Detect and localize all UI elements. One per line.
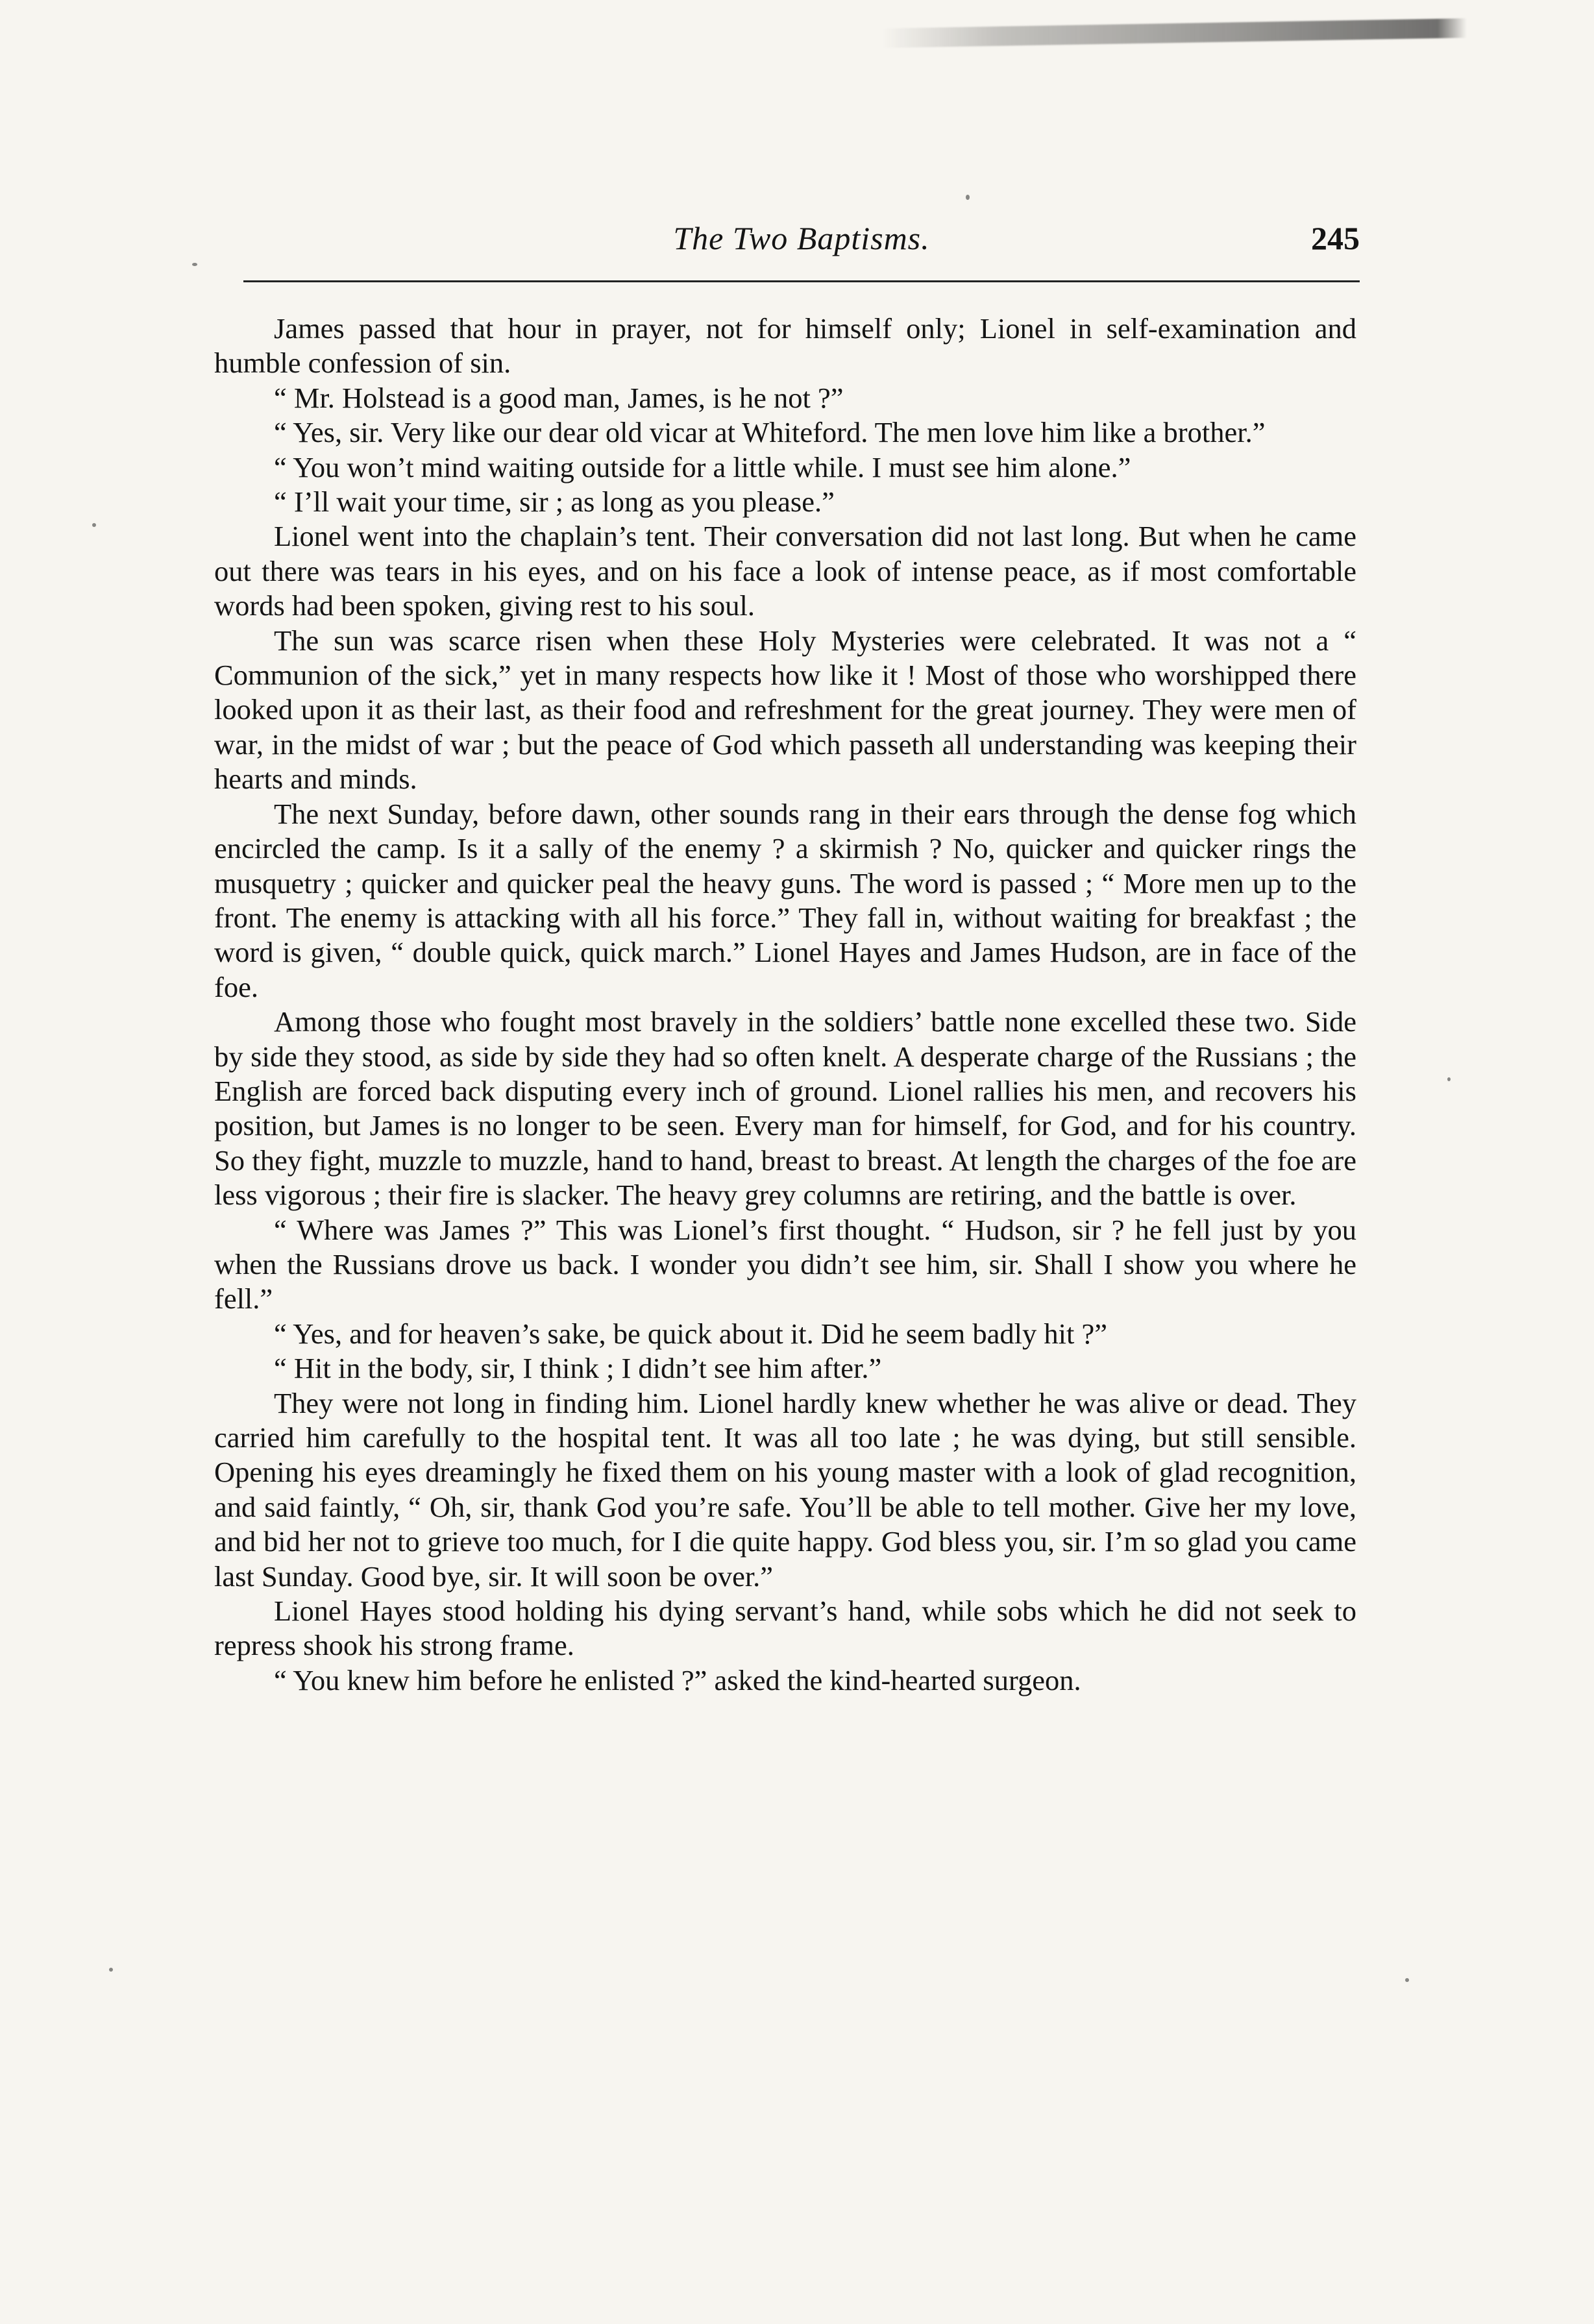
body-text [214,312,1356,1698]
scan-artifact [883,18,1467,48]
scan-speck [1447,1077,1451,1081]
scan-speck [92,523,96,527]
paragraph: “ Where was James ?” This was Lionel’s first thought. “ Hudson, sir ? he fell just by you when the Russians drove us back. I wonder you didn’t see him, sir. Shall I show you where he fell.” [214,1213,1356,1315]
scan-speck [1405,1978,1409,1982]
paragraph: “ Hit in the body, sir, I think ; I didn’t see him after.” [274,1352,882,1385]
scan-speck [966,195,970,200]
paragraph: “ Yes, and for heaven’s sake, be quick about it. Did he seem badly hit ?” [274,1317,1107,1350]
paragraph: James passed that hour in prayer, not for himself only; Lionel in self-examination and humble confession of sin. [214,312,1356,380]
paragraph: Among those who fought most bravely in the soldiers’ battle none excelled these two. Side by side they stood, as side by side they had so often knelt. A desperate charge of the Russians ; the English are forced back disputing every inch of ground. Lionel rallies his men, and recovers his position, but James is no longer to be seen. Every man for himself, for God, and for his country. So they fight, muzzle to muzzle, hand to hand, breast to breast. At length the charges of the foe are less vigorous ; their fire is slacker. The heavy grey columns are retiring, and the battle is over. [214,1005,1356,1212]
paragraph: Lionel went into the chaplain’s tent. Their conversation did not last long. But when he came out there was tears in his eyes, and on his face a look of intense peace, as if most comfortable words had been spoken, giving rest to his soul. [214,520,1356,622]
paragraph: “ I’ll wait your time, sir ; as long as you please.” [274,485,835,519]
paragraph: They were not long in finding him. Lionel hardly knew whether he was alive or dead. They carried him carefully to the hospital tent. It was all too late ; he was dying, but still sensible. Opening his eyes dreamingly he fixed them on his young master with a look of glad recognition, and said faintly, “ Oh, sir, thank God you’re safe. You’ll be able to tell mother. Give her my love, and bid her not to grieve too much, for I die quite happy. God bless you, sir. I’m so glad you came last Sunday. Good bye, sir. It will soon be over.” [214,1386,1356,1593]
paragraph: Lionel Hayes stood holding his dying servant’s hand, while sobs which he did not seek to repress shook his strong frame. [214,1595,1356,1662]
scan-speck [192,263,197,266]
paragraph: The next Sunday, before dawn, other sounds rang in their ears through the dense fog which encircled the camp. Is it a sally of the enemy ? a skirmish ? No, quicker and quicker rings the musquetry ; quicker and quicker peal the heavy guns. The word is passed ; “ More men up to the front. The enemy is attacking with all his force.” They fall in, without waiting for breakfast ; the word is given, “ double quick, quick march.” Lionel Hayes and James Hudson, are in face of the foe. [214,797,1356,1003]
paragraph: “ Yes, sir. Very like our dear old vicar at Whiteford. The men love him like a brother.” [274,416,1266,449]
paragraph: “ Mr. Holstead is a good man, James, is he not ?” [274,381,844,414]
paragraph: The sun was scarce risen when these Holy Mysteries were celebrated. It was not a “ Communion of the sick,” yet in many respects how like it ! Most of those who worshipped there looked upon it as their last, as their food and refreshment for the great journey. They were men of war, in the midst of war ; but the peace of God which passeth all understanding was keeping their hearts and minds. [214,624,1356,796]
paragraph: “ You won’t mind waiting outside for a little while. I must see him alone.” [274,450,1131,483]
scan-speck [109,1968,113,1972]
header-rule [243,280,1360,282]
page-number: 245 [1311,220,1360,256]
paragraph: “ You knew him before he enlisted ?” asked the kind-hearted surgeon. [274,1663,1081,1696]
page-header [243,219,1360,265]
running-title: The Two Baptisms. [673,220,930,256]
